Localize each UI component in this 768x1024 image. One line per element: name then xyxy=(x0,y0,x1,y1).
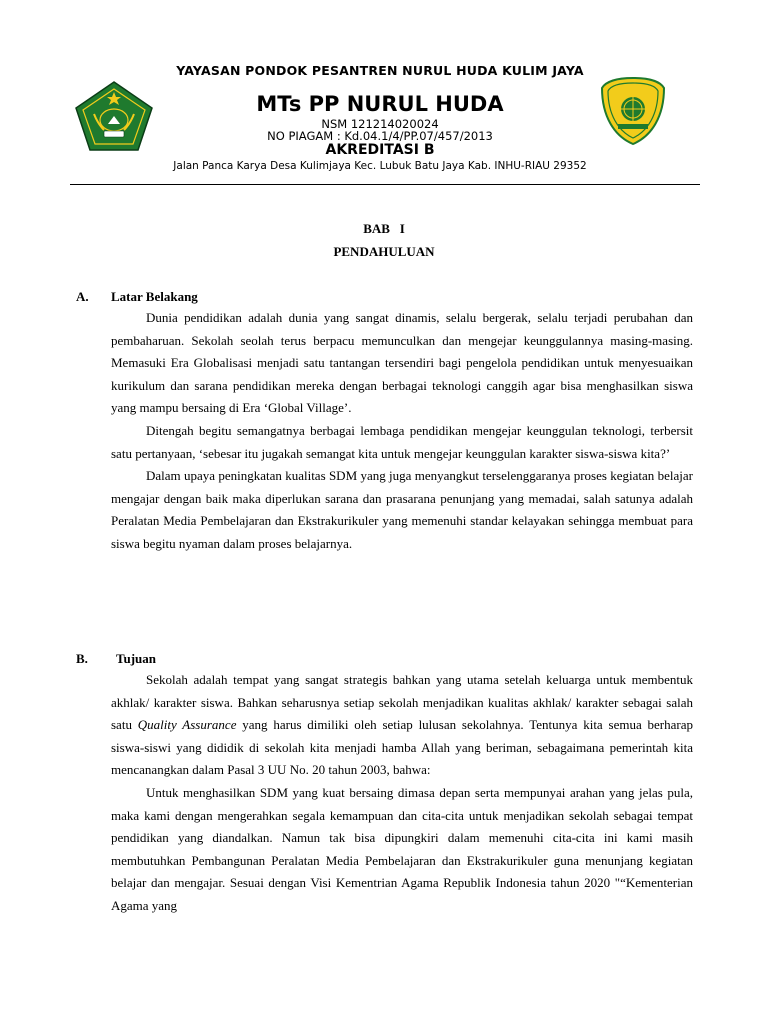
section-a-number: A. xyxy=(76,289,89,304)
accreditation: AKREDITASI B xyxy=(325,142,435,158)
section-b-body xyxy=(111,669,693,918)
nsm-number: NSM 121214020024 xyxy=(321,117,439,131)
section-b-p1-text-start: Sekolah adalah tempat yang sangat strategis bahkan yang utama setelah keluarga untuk membentuk akhlak/ karakter siswa. Bahkan seharusnya setiap sekolah menjadikan kualitas akhlak/ karakter sebagai salah satu xyxy=(111,672,693,733)
section-a-body xyxy=(111,307,693,556)
foundation-name: YAYASAN PONDOK PESANTREN NURUL HUDA KULIM JAYA xyxy=(176,63,584,78)
chapter-number: BAB I xyxy=(363,221,405,236)
chapter-title: PENDAHULUAN xyxy=(333,244,435,259)
quality-assurance-term: Quality Assurance xyxy=(137,717,237,733)
section-b-heading: Tujuan xyxy=(116,651,156,666)
section-a-paragraph-1: Dunia pendidikan adalah dunia yang sangat dinamis, selalu bergerak, selalu terjadi perubahan dan pembaharuan. Sekolah seolah terus berpacu memunculkan dan mengejar keunggulannya masing-masing. Memasuki Era Globalisasi menjadi satu tantangan tersendiri bagi pengelola pendidikan untuk menyesuaikan kurikulum dan sarana pendidikan mereka dengan berbagai teknologi canggih agar bisa menghasilkan siswa yang mampu bersaing di Era ‘Global Village’. xyxy=(111,310,693,416)
section-b-p1-text-end: yang harus dimiliki oleh setiap lulusan sekolahnya. Tentunya kita semua berharap siswa-siswi yang dididik di sekolah kita menjadi hamba Allah yang beriman, sebagaimana pemerintah kita mencanangkan dalam Pasal 3 UU No. 20 tahun 2003, bahwa: xyxy=(111,717,693,778)
school-name: MTs PP NURUL HUDA xyxy=(256,92,504,116)
section-a-paragraph-2: Ditengah begitu semangatnya berbagai lembaga pendidikan mengejar keunggulan teknologi, terbersit satu pertanyaan, ‘sebesar itu jugakah semangat kita untuk mengejar keunggulan karakter siswa-siswa kita?’ xyxy=(111,422,693,461)
piagam-number: NO PIAGAM : Kd.04.1/4/PP.07/457/2013 xyxy=(267,129,493,143)
school-shield-logo-icon xyxy=(600,76,666,146)
school-address: Jalan Panca Karya Desa Kulimjaya Kec. Lubuk Batu Jaya Kab. INHU-RIAU 29352 xyxy=(173,160,587,172)
section-b-paragraph-1 xyxy=(111,669,693,782)
kemenag-logo-icon xyxy=(74,80,154,152)
section-b-number: B. xyxy=(76,651,88,666)
letterhead-divider xyxy=(70,184,700,185)
section-a-paragraph-3: Dalam upaya peningkatan kualitas SDM yang juga menyangkut terselenggaranya proses kegiatan belajar mengajar dengan baik maka diperlukan sarana dan prasarana penunjang yang memadai, salah satunya adalah Peralatan Media Pembelajaran dan Ekstrakurikuler yang memenuhi standar kelayakan sehingga membuat para siswa begitu nyaman dalam proses belajarnya. xyxy=(111,468,693,551)
section-b-paragraph-2: Untuk menghasilkan SDM yang kuat bersaing dimasa depan serta mempunyai arahan yang jelas pula, maka kami dengan mengerahkan segala kemampuan dan cita-cita untuk menjadikan sekolah sebagai tempat pendidikan yang diandalkan. Namun tak bisa dipungkiri dalam memenuhi cita-cita ini kami masih membutuhkan Pembangunan Peralatan Media Pembelajaran dan Ekstrakurikuler guna menunjang kegiatan belajar dan mengajar. Sesuai dengan Visi Kementrian Agama Republik Indonesia tahun 2020 "“Kementerian Agama yang xyxy=(111,784,693,913)
section-a-heading: Latar Belakang xyxy=(111,289,198,304)
